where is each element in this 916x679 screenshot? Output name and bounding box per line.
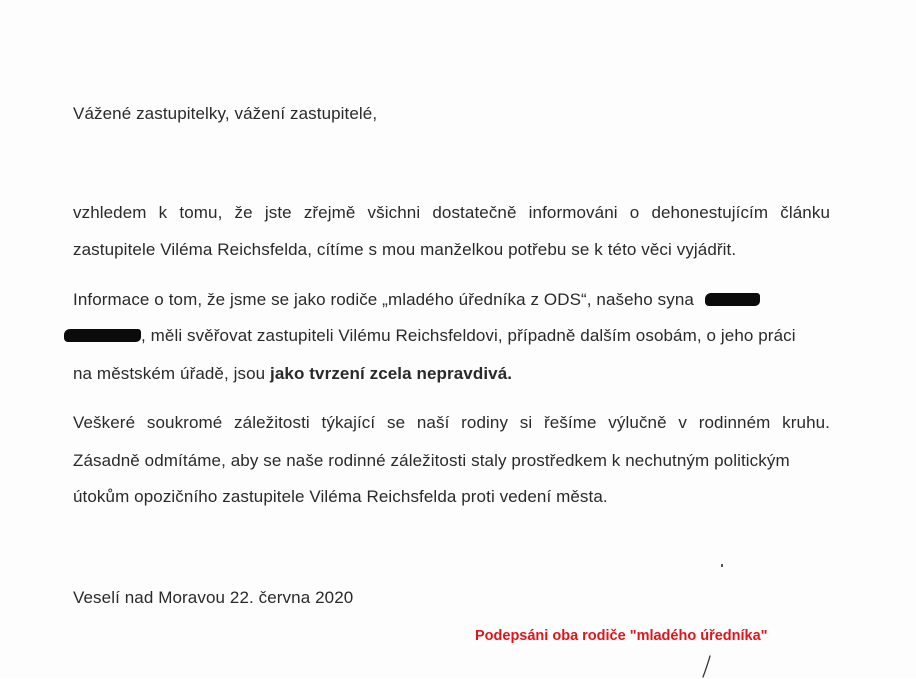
paragraph-1-line-2: zastupitele Viléma Reichsfelda, cítíme s mou manželkou potřebu se k této věci vyjádřit. [73,240,737,259]
paragraph-3-line-1: Veškeré soukromé záležitosti týkající se naší rodiny si řešíme výlučně v rodinném kruhu. [73,413,830,432]
redaction-bar [64,329,141,342]
paragraph-1-line-1: vzhledem k tomu, že jste zřejmě všichni dostatečně informováni o dehonestujícím článku [73,203,830,222]
paragraph-2-line-1-text: Informace o tom, že jsme se jako rodiče „mladého úředníka z ODS“, našeho syna [73,290,694,309]
paragraph-2-line-2 [64,326,796,346]
place-and-date: Veselí nad Moravou 22. června 2020 [73,588,354,607]
signature-annotation: Podepsáni oba rodiče "mladého úředníka" [475,628,768,644]
paragraph-3-line-3: útokům opozičního zastupitele Viléma Reichsfelda proti vedení města. [73,487,608,506]
salutation: Vážené zastupitelky, vážení zastupitelé, [73,104,378,123]
paragraph-2-line-3 [73,364,512,384]
redaction-bar [705,293,760,306]
paragraph-2-line-1 [73,290,760,310]
paragraph-2-line-3-text: na městském úřadě, jsou [73,364,271,383]
paragraph-3-line-2: Zásadně odmítáme, aby se naše rodinné záležitosti staly prostředkem k nechutným politickým [73,451,790,470]
ink-speck [721,564,723,567]
emphasized-statement: jako tvrzení zcela nepravdivá. [270,364,513,383]
paragraph-2-line-2-text: , měli svěřovat zastupiteli Vilému Reichsfeldovi, případně dalším osobám, o jeho práci [141,326,796,345]
signature-pen-stroke [700,655,714,679]
